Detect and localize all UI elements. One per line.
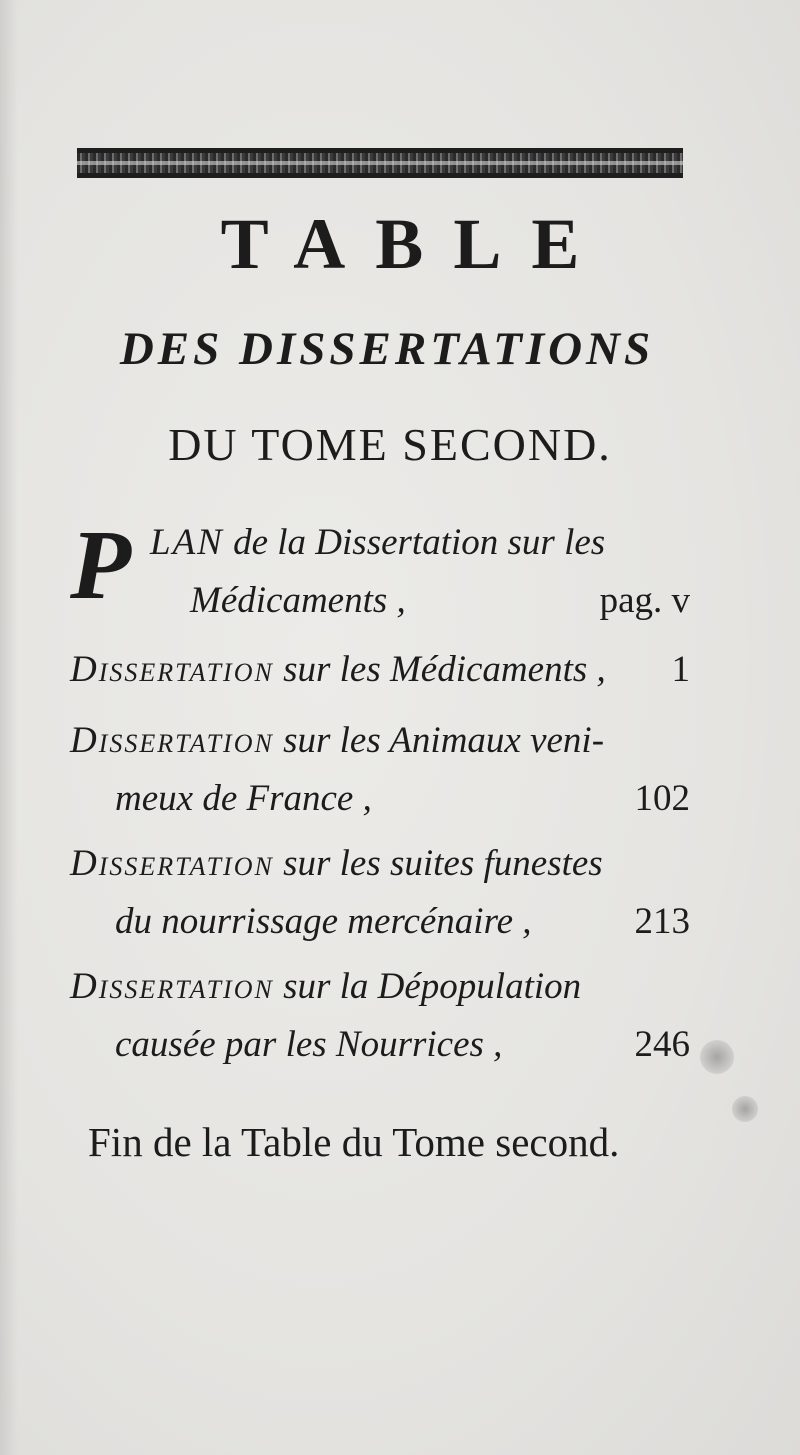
toc-entry-title: de la Dissertation sur les xyxy=(233,522,606,563)
toc-entry-title-cont: meux de France , xyxy=(115,778,372,819)
toc-entry-line xyxy=(70,958,690,1016)
tome-heading: DU TOME SECOND. xyxy=(168,419,612,470)
toc-page-number: 1 xyxy=(671,649,690,690)
toc-page-number: pag. v xyxy=(599,580,690,621)
ornamental-rule xyxy=(77,148,683,178)
toc-entry-line xyxy=(70,835,690,893)
toc-entry-animaux xyxy=(70,712,690,828)
paper-smudge xyxy=(700,1040,734,1074)
toc-page-number: 102 xyxy=(634,778,690,819)
toc-entry-line xyxy=(70,1016,690,1074)
toc-entry-lead: Dissertation xyxy=(70,843,274,884)
toc-page-number: 246 xyxy=(634,1024,690,1065)
toc-entry-line xyxy=(70,641,690,699)
toc-entry-lead: Dissertation xyxy=(70,966,274,1007)
toc-entry-title: sur les suites funestes xyxy=(283,843,603,884)
page-subtitle: DES DISSERTATIONS xyxy=(119,323,655,375)
toc-entry-line xyxy=(70,893,690,951)
toc-entry-text xyxy=(70,835,603,893)
toc-entry-text xyxy=(70,641,606,699)
toc-entry-lead: Dissertation xyxy=(70,720,274,761)
toc-entry-title-cont: Médicaments , xyxy=(190,580,406,621)
toc-entry-depopulation xyxy=(70,958,690,1074)
toc-entry-line xyxy=(150,514,690,572)
toc-entry-lead: Dissertation xyxy=(70,649,274,690)
toc-entry-title: sur la Dépopulation xyxy=(283,966,582,1007)
toc-entry-title: sur les Médicaments , xyxy=(283,649,606,690)
toc-entry-line xyxy=(70,770,690,828)
toc-entry-medicaments xyxy=(70,641,690,699)
toc-entry-line xyxy=(70,712,690,770)
toc-entry-line xyxy=(150,572,690,630)
toc-entry-title: sur les Animaux veni- xyxy=(283,720,605,761)
toc-entry-plan xyxy=(150,514,690,630)
toc-entry-title-cont: causée par les Nourrices , xyxy=(115,1024,503,1065)
page-title: TABLE xyxy=(220,204,610,284)
drop-cap: P xyxy=(70,509,132,620)
toc-entry-title-cont: du nourrissage mercénaire , xyxy=(115,901,532,942)
toc-entry-nourrissage xyxy=(70,835,690,951)
toc-entry-text xyxy=(70,958,581,1016)
toc-page-number: 213 xyxy=(634,901,690,942)
end-of-table-note: Fin de la Table du Tome second. xyxy=(88,1119,620,1165)
paper-smudge xyxy=(732,1096,758,1122)
toc-entry-lead: LAN xyxy=(150,522,224,563)
toc-entry-text xyxy=(70,712,604,770)
toc-entry-text xyxy=(150,514,605,572)
